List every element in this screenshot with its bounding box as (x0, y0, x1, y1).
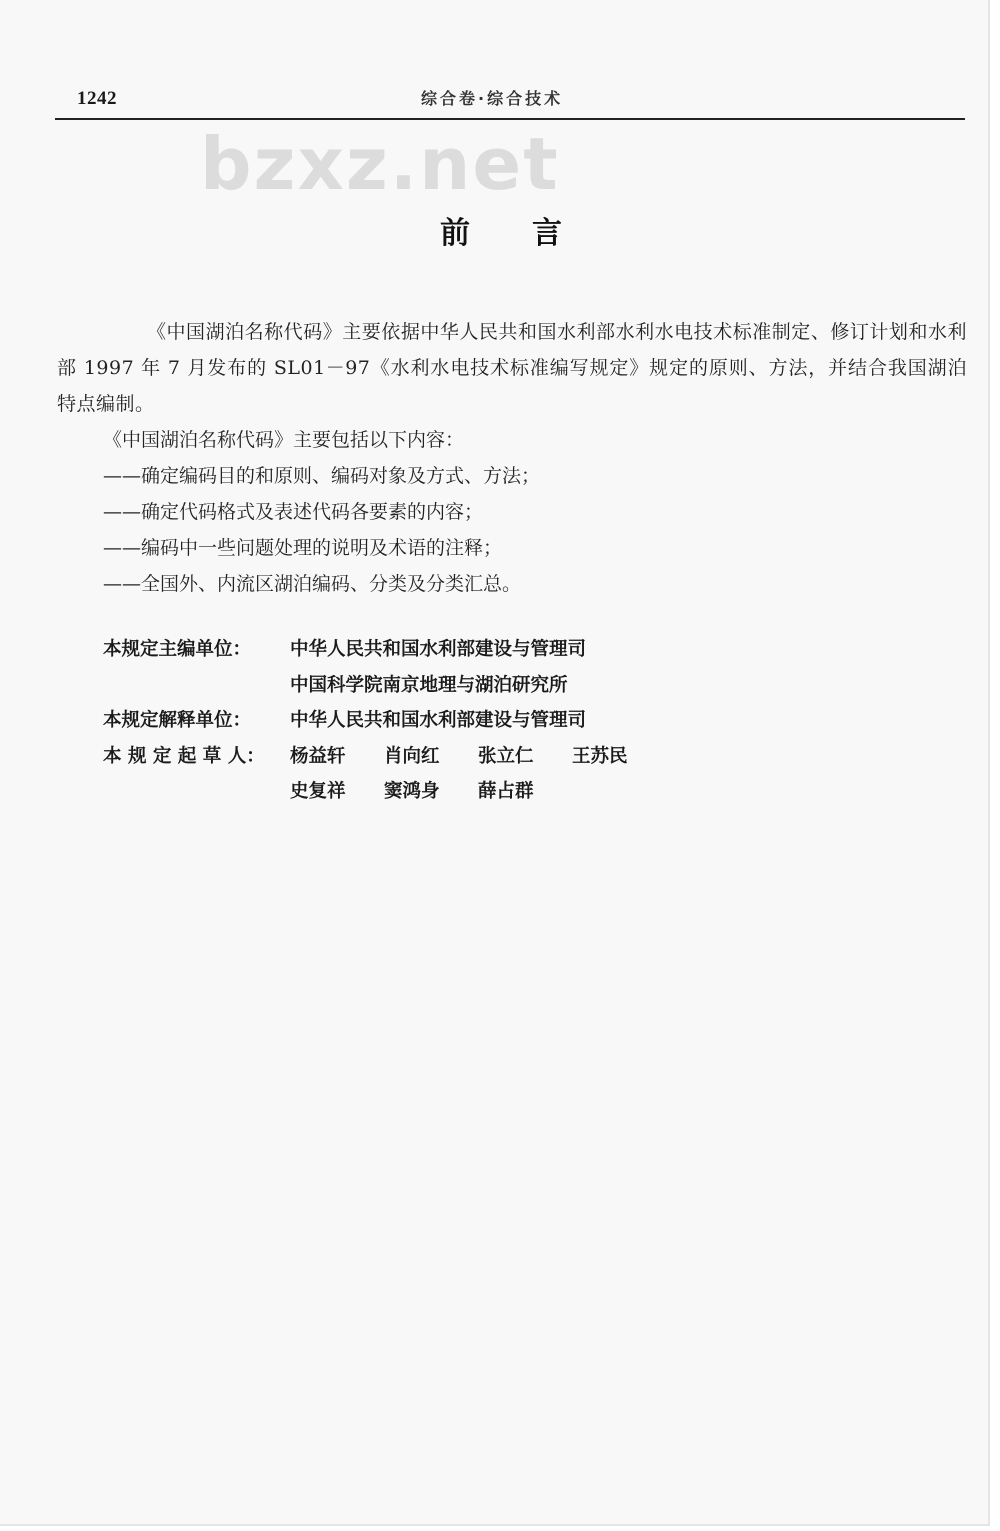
header-rule (55, 118, 965, 120)
spacer (103, 774, 290, 810)
page-header (55, 82, 965, 118)
drafter-name: 窦鸿身 (384, 781, 440, 802)
list-item: ——全国外、内流区湖泊编码、分类及分类汇总。 (103, 573, 522, 595)
interpreter-row (103, 703, 666, 739)
list-item: ——确定代码格式及表述代码各要素的内容； (103, 501, 484, 523)
drafter-name: 王苏民 (572, 745, 628, 767)
chief-editor-row-2 (103, 668, 666, 704)
drafter-name: 张立仁 (478, 745, 534, 767)
running-head: 综合卷·综合技术 (421, 89, 564, 108)
drafter-name: 薛占群 (478, 781, 534, 802)
interpreter-label: 本规定解释单位： (103, 710, 252, 731)
contents-intro: 《中国湖泊名称代码》主要包括以下内容： (103, 429, 465, 451)
chief-editor-unit: 中华人民共和国水利部建设与管理司 (290, 639, 587, 660)
page-title: 前言 (440, 216, 624, 251)
drafter-name: 杨益轩 (290, 745, 346, 767)
interpreter-unit: 中华人民共和国水利部建设与管理司 (290, 710, 587, 731)
watermark: bzxz.net (200, 122, 560, 206)
drafter-name: 史复祥 (290, 781, 346, 802)
drafters-label: 本 规 定 起 草 人： (103, 745, 265, 767)
list-item: ——确定编码目的和原则、编码对象及方式、方法； (103, 465, 541, 487)
chief-editor-label: 本规定主编单位： (103, 639, 252, 660)
drafters-row (103, 739, 666, 775)
page-number: 1242 (77, 88, 117, 109)
intro-paragraph: 《中国湖泊名称代码》主要依据中华人民共和国水利部水利水电技术标准制定、修订计划和水利部 1997 年 7 月发布的 SL01－97《水利水电技术标准编写规定》规定的原则、方法，并结合我国湖泊特点编制。 (57, 321, 967, 415)
body-text (57, 314, 967, 602)
chief-editor-row (103, 632, 666, 668)
credits-block (103, 632, 666, 810)
list-item: ——编码中一些问题处理的说明及术语的注释； (103, 537, 503, 559)
drafters-row-2 (103, 774, 666, 810)
chief-editor-unit: 中国科学院南京地理与湖泊研究所 (290, 674, 568, 696)
spacer (103, 668, 290, 704)
drafter-name: 肖向红 (384, 745, 440, 767)
